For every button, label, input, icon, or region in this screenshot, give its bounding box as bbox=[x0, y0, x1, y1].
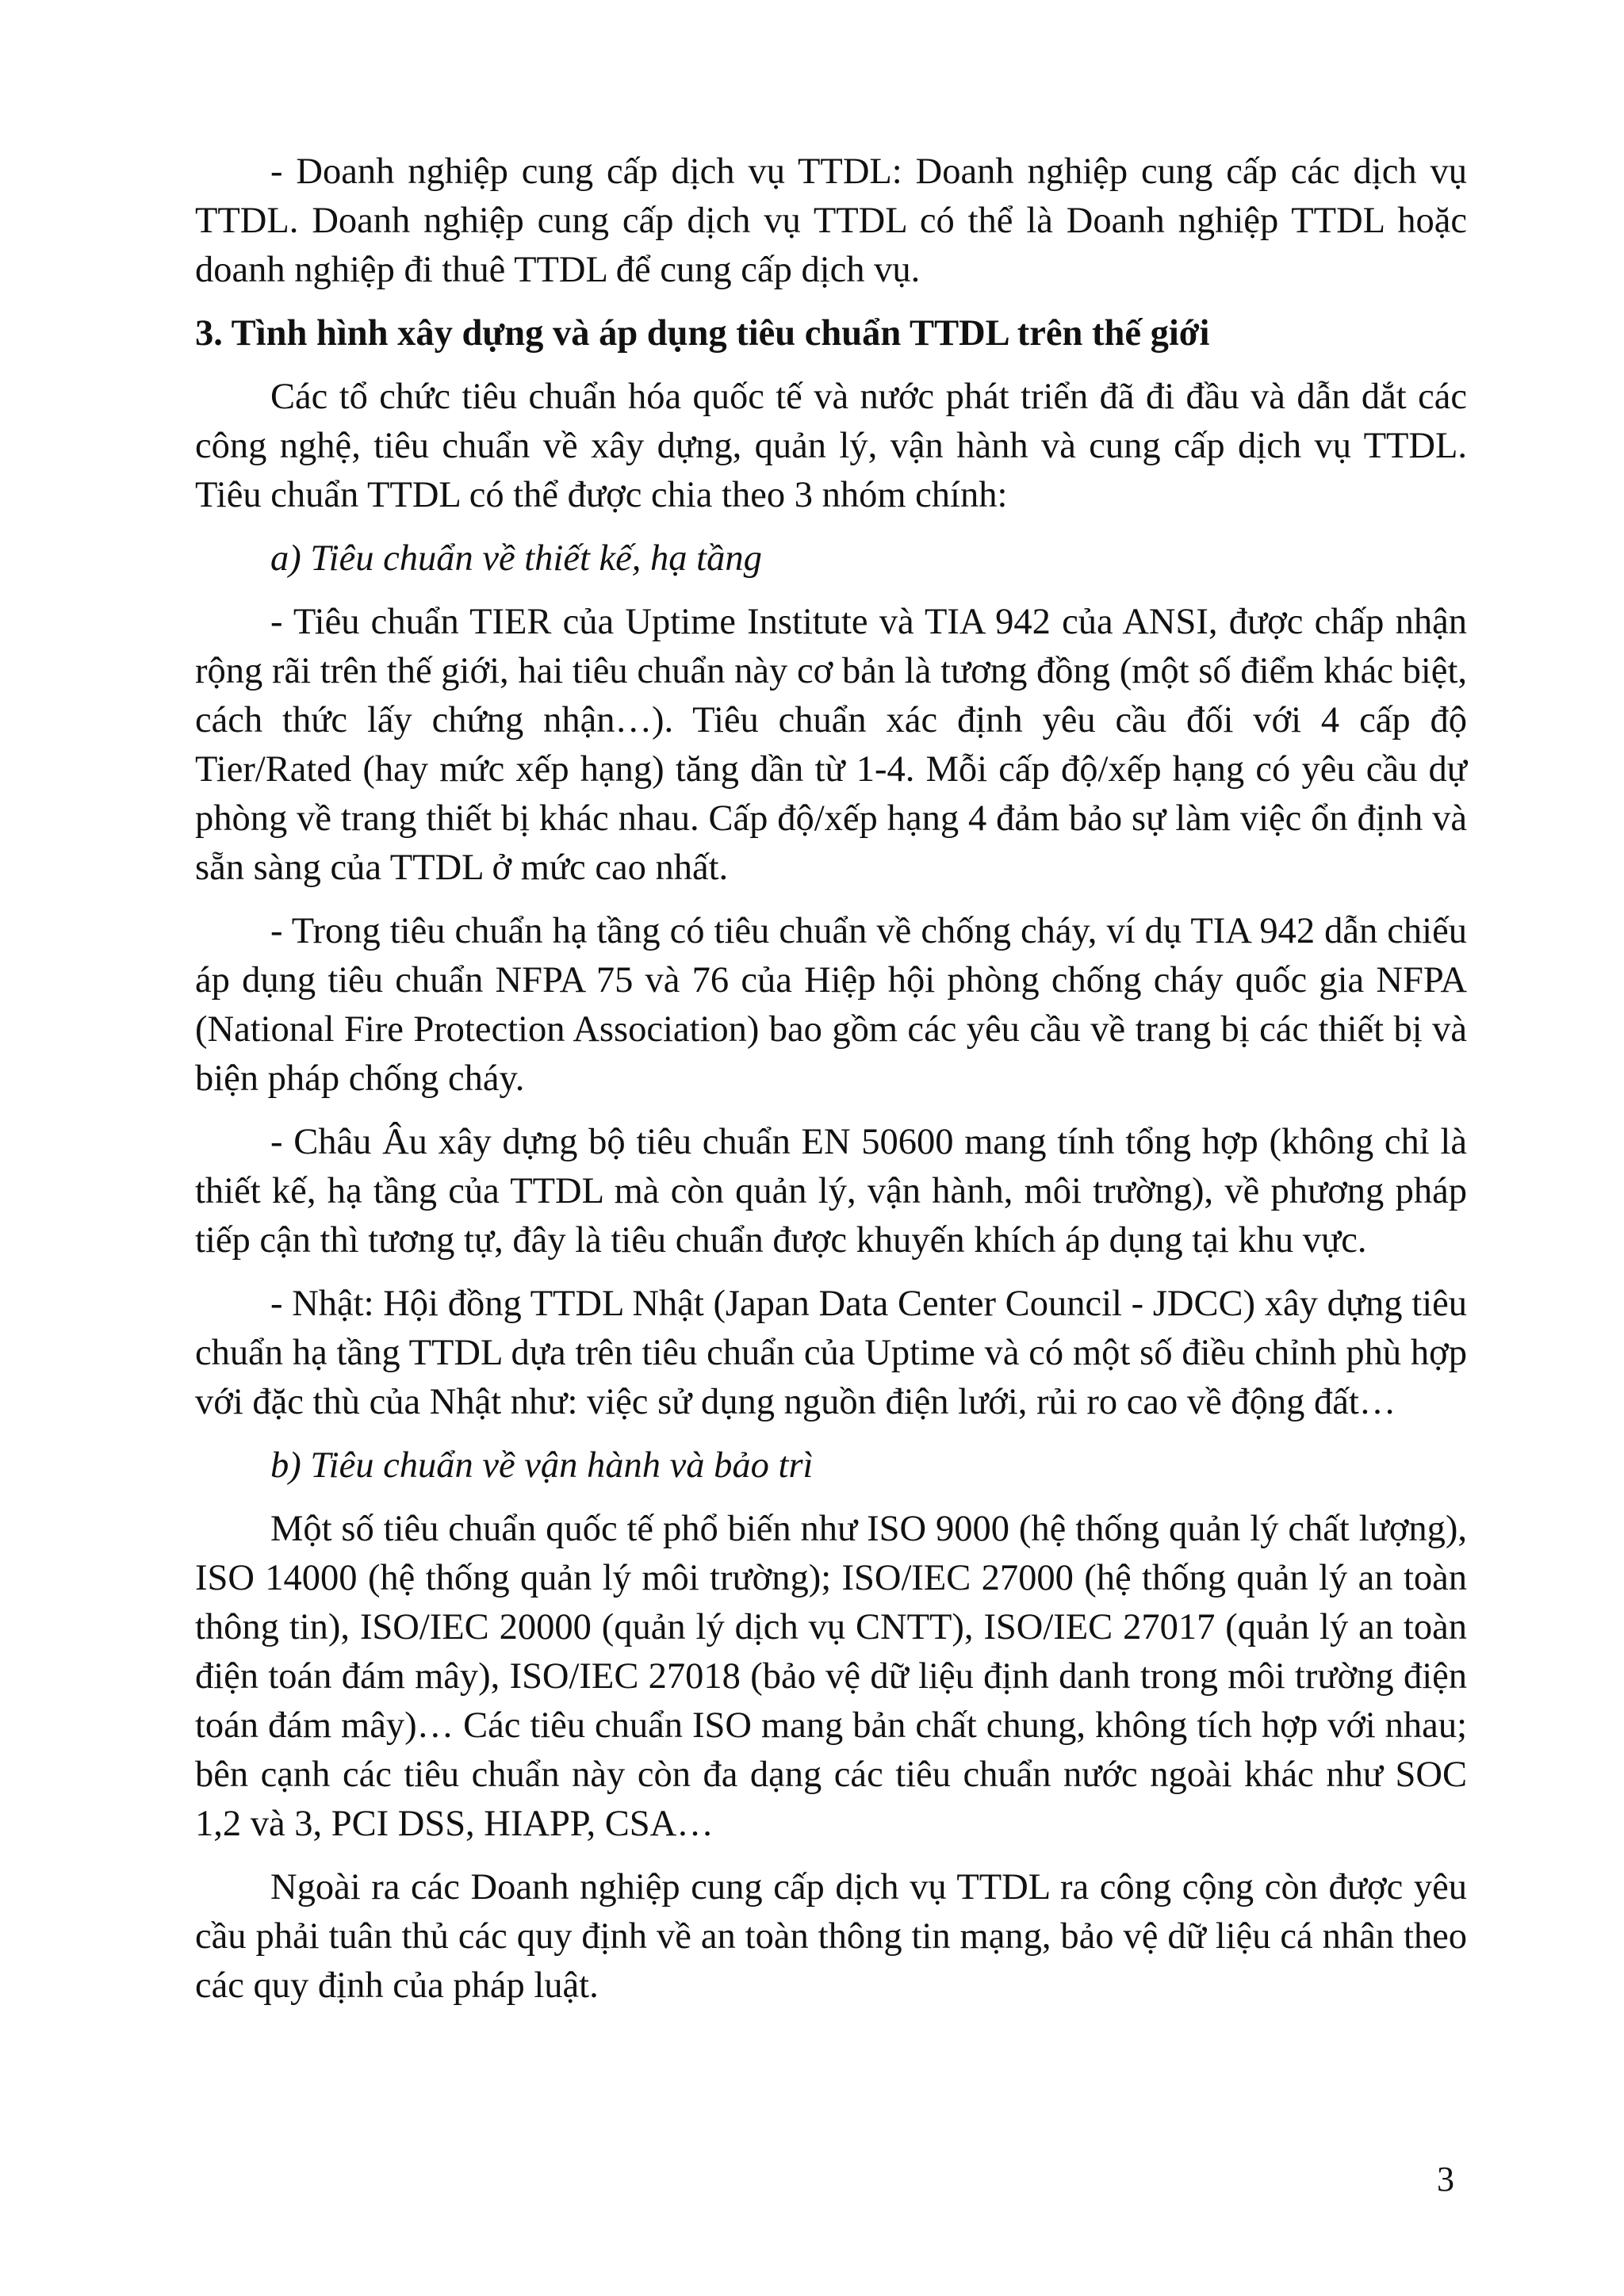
paragraph-compliance: Ngoài ra các Doanh nghiệp cung cấp dịch vụ TTDL ra công cộng còn được yêu cầu phải tuân thủ các quy định về an toàn thông tin mạng, bảo vệ dữ liệu cá nhân theo các quy định của pháp luật. bbox=[195, 1867, 1467, 2006]
paragraph-fire: - Trong tiêu chuẩn hạ tầng có tiêu chuẩn về chống cháy, ví dụ TIA 942 dẫn chiếu áp dụng tiêu chuẩn NFPA 75 và 76 của Hiệp hội phòng chống cháy quốc gia NFPA (National Fire Protection Association) bao gồm các yêu cầu về trang bị các thiết bị và biện pháp chống cháy. bbox=[195, 911, 1467, 1099]
section-heading-3: 3. Tình hình xây dựng và áp dụng tiêu chuẩn TTDL trên thế giới bbox=[195, 313, 1210, 354]
document-page bbox=[195, 147, 1467, 2025]
paragraph-service-provider: - Doanh nghiệp cung cấp dịch vụ TTDL: Doanh nghiệp cung cấp các dịch vụ TTDL. Doanh nghiệp cung cấp dịch vụ TTDL có thể là Doanh nghiệp TTDL hoặc doanh nghiệp đi thuê TTDL để cung cấp dịch vụ. bbox=[195, 151, 1467, 290]
subheading-b: b) Tiêu chuẩn về vận hành và bảo trì bbox=[270, 1445, 814, 1486]
paragraph-tier: - Tiêu chuẩn TIER của Uptime Institute và TIA 942 của ANSI, được chấp nhận rộng rãi trên thế giới, hai tiêu chuẩn này cơ bản là tương đồng (một số điểm khác biệt, cách thức lấy chứng nhận…). Tiêu chuẩn xác định yêu cầu đối với 4 cấp độ Tier/Rated (hay mức xếp hạng) tăng dần từ 1-4. Mỗi cấp độ/xếp hạng có yêu cầu dự phòng về trang thiết bị khác nhau. Cấp độ/xếp hạng 4 đảm bảo sự làm việc ổn định và sẵn sàng của TTDL ở mức cao nhất. bbox=[195, 602, 1467, 888]
paragraph-intro: Các tổ chức tiêu chuẩn hóa quốc tế và nước phát triển đã đi đầu và dẫn dắt các công nghệ, tiêu chuẩn về xây dựng, quản lý, vận hành và cung cấp dịch vụ TTDL. Tiêu chuẩn TTDL có thể được chia theo 3 nhóm chính: bbox=[195, 377, 1467, 515]
paragraph-europe: - Châu Âu xây dựng bộ tiêu chuẩn EN 50600 mang tính tổng hợp (không chỉ là thiết kế, hạ tầng của TTDL mà còn quản lý, vận hành, môi trường), về phương pháp tiếp cận thì tương tự, đây là tiêu chuẩn được khuyến khích áp dụng tại khu vực. bbox=[195, 1122, 1467, 1261]
paragraph-iso: Một số tiêu chuẩn quốc tế phổ biến như ISO 9000 (hệ thống quản lý chất lượng), ISO 14000 (hệ thống quản lý môi trường); ISO/IEC 27000 (hệ thống quản lý an toàn thông tin), ISO/IEC 20000 (quản lý dịch vụ CNTT), ISO/IEC 27017 (quản lý an toàn điện toán đám mây), ISO/IEC 27018 (bảo vệ dữ liệu định danh trong môi trường điện toán đám mây)… Các tiêu chuẩn ISO mang bản chất chung, không tích hợp với nhau; bên cạnh các tiêu chuẩn này còn đa dạng các tiêu chuẩn nước ngoài khác như SOC 1,2 và 3, PCI DSS, HIAPP, CSA… bbox=[195, 1509, 1467, 1844]
page-number: 3 bbox=[1437, 2160, 1454, 2198]
subheading-a: a) Tiêu chuẩn về thiết kế, hạ tầng bbox=[270, 538, 762, 579]
paragraph-japan: - Nhật: Hội đồng TTDL Nhật (Japan Data Center Council - JDCC) xây dựng tiêu chuẩn hạ tầng TTDL dựa trên tiêu chuẩn của Uptime và có một số điều chỉnh phù hợp với đặc thù của Nhật như: việc sử dụng nguồn điện lưới, rủi ro cao về động đất… bbox=[195, 1284, 1467, 1422]
